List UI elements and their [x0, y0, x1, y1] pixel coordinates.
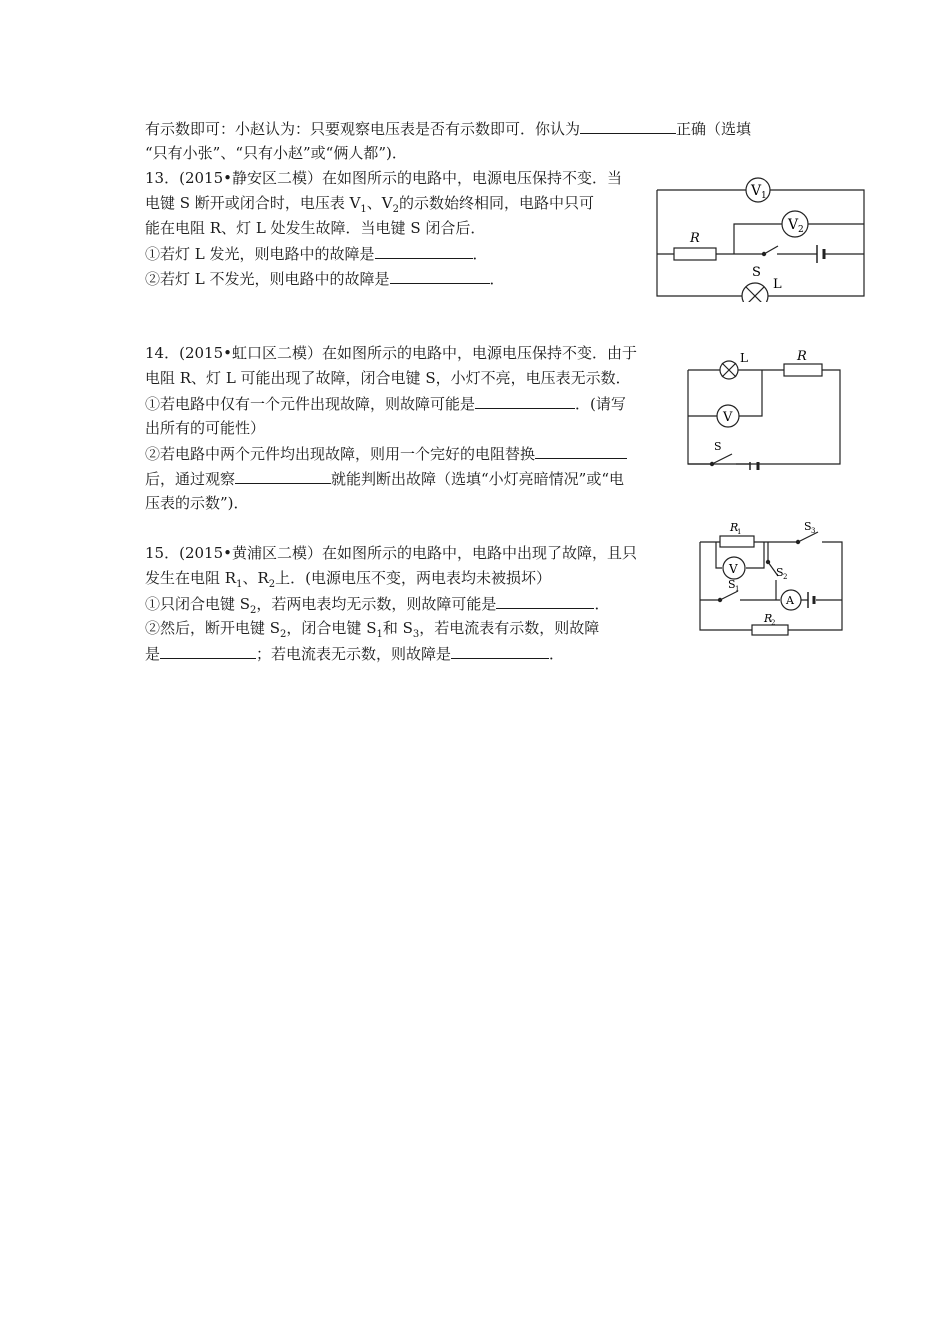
q15-line-3: ①只闭合电键 $S_2$，若两电表均无示数，则故障可能是 ．	[145, 595, 610, 616]
answer-blank[interactable]	[375, 243, 473, 259]
svg-text:2: 2	[798, 225, 804, 235]
svg-text:S: S	[776, 566, 784, 579]
q14-line-2: 电阻 R、灯 L 可能出现了故障，闭合电键 S，小灯不亮，电压表无示数．	[145, 369, 631, 387]
svg-text:3: 3	[811, 527, 816, 535]
q14-line-5: ②若电路中两个元件均出现故障，则用一个完好的电阻替换	[145, 443, 627, 464]
svg-text:S: S	[714, 440, 722, 453]
circuit-diagram-14	[684, 344, 846, 470]
answer-blank[interactable]	[496, 593, 594, 609]
svg-text:R: R	[764, 612, 773, 625]
svg-text:V: V	[723, 410, 733, 425]
svg-text:1: 1	[761, 191, 767, 201]
q13-line-5: ②若灯 L 不发光，则电路中的故障是 ．	[145, 270, 505, 288]
svg-text:A: A	[786, 594, 794, 607]
svg-text:V: V	[788, 217, 799, 233]
answer-blank[interactable]	[580, 118, 676, 134]
svg-text:V: V	[751, 183, 762, 199]
q14-line-3: ①若电路中仅有一个元件出现故障，则故障可能是 ．(请写	[145, 395, 626, 413]
q15-line-5: 是 ；若电流表无示数，则故障是 ．	[145, 645, 565, 663]
circuit-diagram-13	[652, 166, 870, 302]
answer-blank[interactable]	[160, 643, 256, 659]
q13-line-4: ①若灯 L 发光，则电路中的故障是 ．	[145, 245, 488, 263]
svg-text:S: S	[804, 520, 812, 533]
answer-blank[interactable]	[390, 268, 490, 284]
q12-line-1: 有示数即可：小赵认为：只要观察电压表是否有示数即可．你认为 正确（选填	[145, 120, 752, 138]
svg-text:R: R	[730, 521, 739, 534]
q13-line-1: 13．(2015•静安区二模）在如图所示的电路中，电源电压保持不变．当	[145, 169, 622, 187]
q14-line-1: 14．(2015•虹口区二模）在如图所示的电路中，电源电压保持不变．由于	[145, 344, 637, 362]
svg-text:2: 2	[771, 619, 776, 627]
svg-text:L: L	[740, 351, 748, 365]
answer-blank[interactable]	[235, 468, 331, 484]
q14-line-7: 压表的示数”)．	[145, 494, 249, 512]
q15-line-4: ②然后，断开电键 $S_2$，闭合电键 $S_1$和 $S_3$，若电流表有示数，则故障	[145, 619, 600, 640]
svg-text:1: 1	[737, 528, 742, 536]
q15-line-2: 发生在电阻 $R_1$、$R_2$上．(电源电压不变，两电表均未被损坏）	[145, 569, 551, 590]
circuit-diagram-15	[696, 518, 848, 636]
answer-blank[interactable]	[475, 393, 575, 409]
q14-line-4: 出所有的可能性）	[145, 419, 266, 437]
answer-blank[interactable]	[451, 643, 549, 659]
q13-line-3: 能在电阻 R、灯 L 处发生故障．当电键 S 闭合后．	[145, 219, 486, 237]
svg-text:R: R	[797, 349, 807, 364]
q13-line-2: 电键 S 断开或闭合时，电压表 $V_1$、$V_2$的示数始终相同，电路中只可	[145, 194, 595, 215]
svg-text:V: V	[729, 562, 738, 576]
svg-text:L: L	[773, 277, 782, 292]
svg-text:2: 2	[783, 573, 788, 581]
q12-line-2: “只有小张”、“只有小赵”或“俩人都”)．	[145, 144, 407, 162]
svg-text:1: 1	[735, 585, 740, 593]
q15-line-1: 15．(2015•黄浦区二模）在如图所示的电路中，电路中出现了故障，且只	[145, 544, 637, 562]
svg-text:S: S	[752, 265, 761, 280]
answer-blank[interactable]	[535, 443, 627, 459]
svg-text:R: R	[690, 231, 700, 246]
svg-text:S: S	[728, 578, 736, 591]
q14-line-6: 后，通过观察 就能判断出故障（选填“小灯亮暗情况”或“电	[145, 470, 625, 488]
